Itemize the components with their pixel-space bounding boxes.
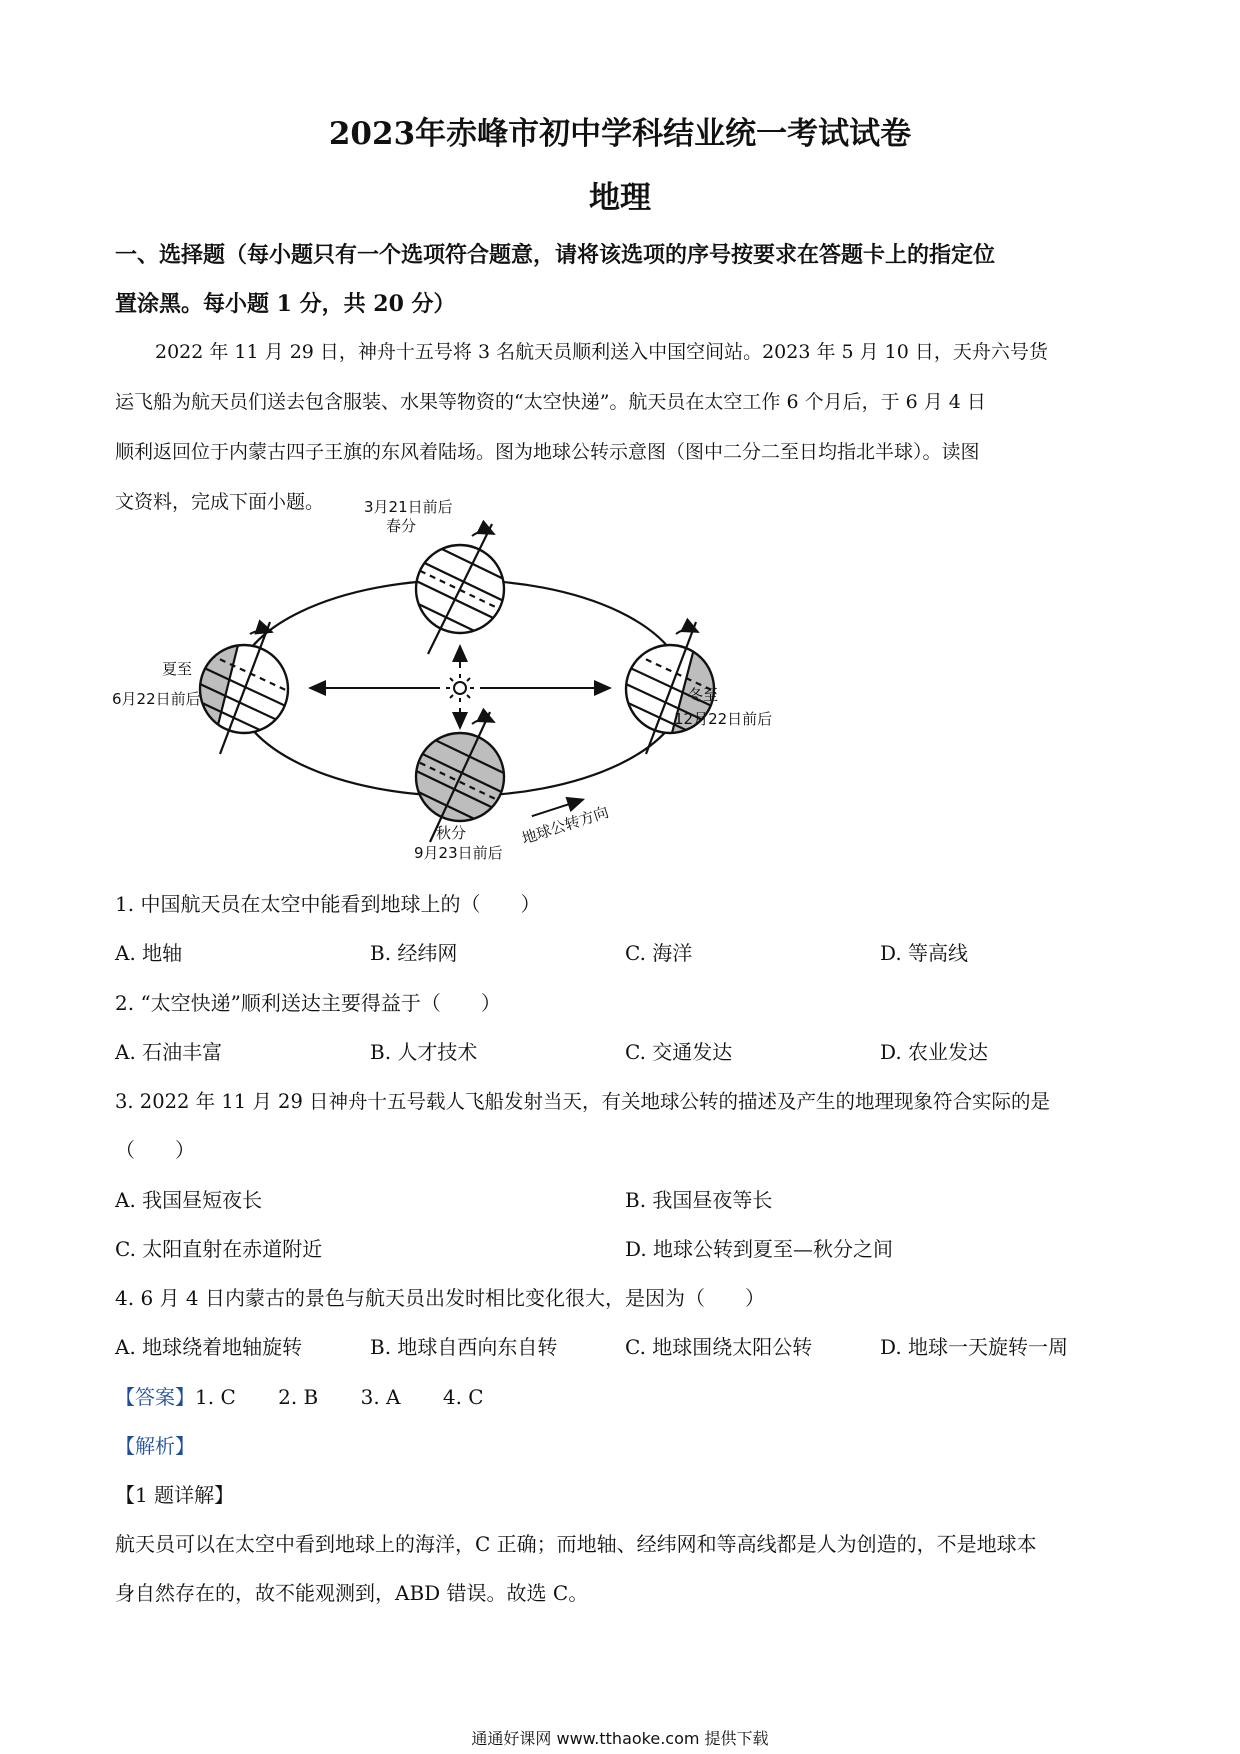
question-2-option-a: A. 石油丰富 — [115, 1040, 223, 1064]
label-autumn-date: 9月23日前后 — [414, 844, 503, 862]
question-4-option-a: A. 地球绕着地轴旋转 — [115, 1335, 303, 1359]
analysis-line-1: 航天员可以在太空中看到地球上的海洋，C 正确；而地轴、经纬网和等高线都是人为创造的，不是地球本 — [115, 1532, 1037, 1556]
question-4-stem: 4. 6 月 4 日内蒙古的景色与航天员出发时相比变化很大，是因为（ ） — [115, 1286, 765, 1310]
question-3-stem-cont: （ ） — [115, 1138, 195, 1162]
question-1-option-d: D. 等高线 — [880, 941, 969, 965]
question-4-option-c: C. 地球围绕太阳公转 — [625, 1335, 813, 1359]
question-3-option-a: A. 我国昼短夜长 — [115, 1188, 263, 1212]
question-3-option-c: C. 太阳直射在赤道附近 — [115, 1237, 323, 1261]
answer-1: 1. C — [195, 1385, 236, 1409]
question-3-option-d: D. 地球公转到夏至—秋分之间 — [625, 1237, 894, 1261]
sun-icon — [446, 674, 474, 702]
answer-3: 3. A — [360, 1385, 401, 1409]
label-revolution-direction: 地球公转方向 — [519, 802, 611, 848]
passage-line-2: 运飞船为航天员们送去包含服装、水果等物资的“太空快递”。航天员在太空工作 6 个月后，于 6 月 4 日 — [115, 391, 986, 413]
analysis-line-2: 身自然存在的，故不能观测到，ABD 错误。故选 C。 — [115, 1581, 589, 1605]
question-1-stem: 1. 中国航天员在太空中能看到地球上的（ ） — [115, 892, 541, 916]
earth-autumn-equinox — [410, 712, 510, 842]
page-title: 2023年赤峰市初中学科结业统一考试试卷 — [328, 116, 912, 152]
answer-4: 4. C — [442, 1385, 484, 1409]
sun-ray-arrows — [310, 646, 610, 728]
section-heading-line-2: 置涂黑。每小题 1 分，共 20 分） — [115, 291, 456, 317]
earth-summer-solstice — [200, 622, 290, 754]
answer-line — [115, 1381, 484, 1410]
question-2-option-c: C. 交通发达 — [625, 1040, 733, 1064]
question-4-option-b: B. 地球自西向东自转 — [370, 1335, 558, 1359]
subject-title: 地理 — [589, 180, 651, 216]
question-2-option-b: B. 人才技术 — [370, 1040, 478, 1064]
question-2-stem: 2. “太空快递”顺利送达主要得益于（ ） — [115, 991, 501, 1015]
footer-source: 通通好课网 www.tthaoke.com 提供下载 — [471, 1729, 769, 1748]
question-2-option-d: D. 农业发达 — [880, 1040, 989, 1064]
analysis-tag: 【解析】 — [115, 1434, 195, 1458]
passage-line-3: 顺利返回位于内蒙古四子王旗的东风着陆场。图为地球公转示意图（图中二分二至日均指北半球）。读图 — [115, 441, 980, 463]
question-1-option-c: C. 海洋 — [625, 941, 693, 965]
label-winter-date: 12月22日前后 — [674, 710, 773, 728]
detail-label: 【1 题详解】 — [115, 1483, 235, 1507]
label-autumn-name: 秋分 — [436, 824, 467, 842]
passage-line-1: 2022 年 11 月 29 日，神舟十五号将 3 名航天员顺利送入中国空间站。2023 年 5 月 10 日，天舟六号货 — [155, 341, 1048, 363]
question-3-stem: 3. 2022 年 11 月 29 日神舟十五号载人飞船发射当天，有关地球公转的描述及产生的地理现象符合实际的是 — [115, 1090, 1051, 1113]
label-summer-name: 夏至 — [162, 660, 193, 678]
section-heading-line-1: 一、选择题（每小题只有一个选项符合题意，请将该选项的序号按要求在答题卡上的指定位 — [115, 242, 996, 268]
label-summer-date: 6月22日前后 — [112, 690, 201, 708]
question-4-option-d: D. 地球一天旋转一周 — [880, 1335, 1069, 1359]
label-spring-date: 3月21日前后 — [364, 498, 453, 516]
label-winter-name: 冬至 — [688, 686, 719, 704]
label-spring-name: 春分 — [386, 517, 417, 535]
passage-line-4: 文资料，完成下面小题。 — [115, 491, 325, 513]
question-1-option-a: A. 地轴 — [115, 941, 183, 965]
question-3-option-b: B. 我国昼夜等长 — [625, 1188, 773, 1212]
earth-spring-equinox — [410, 524, 510, 666]
answer-tag: 【答案】 — [115, 1385, 195, 1409]
answer-2: 2. B — [278, 1385, 319, 1409]
question-1-option-b: B. 经纬网 — [370, 941, 458, 965]
